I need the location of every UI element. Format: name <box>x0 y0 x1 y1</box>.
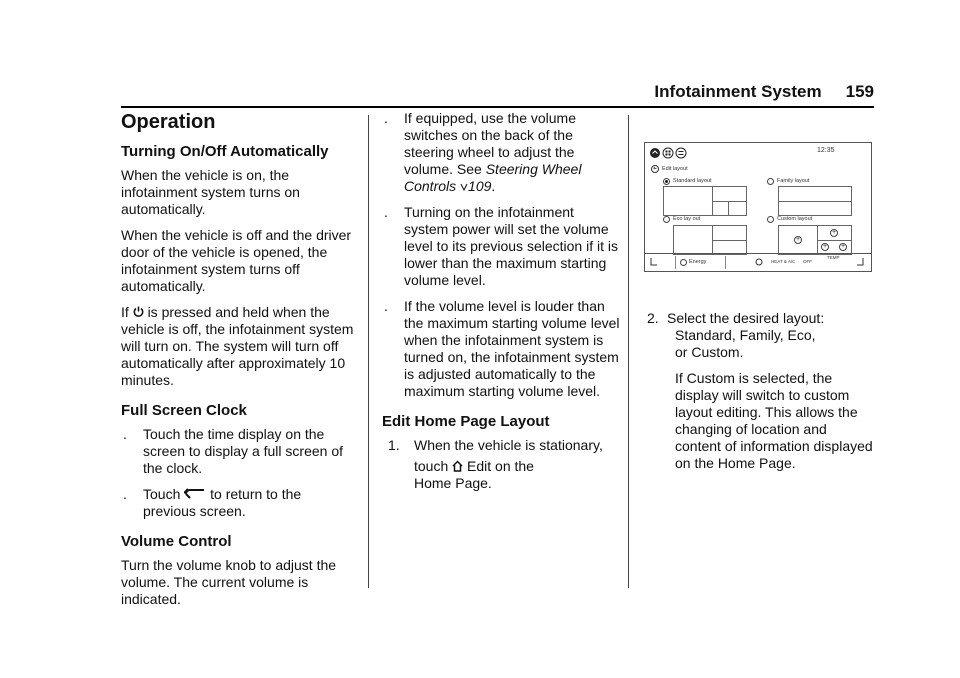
running-header <box>654 82 874 102</box>
heat-ac-label[interactable]: HEAT & A/C <box>771 259 796 264</box>
text: touch <box>414 458 449 474</box>
text: is pressed and held when the vehicle is off, the infotainment system will turn on. The system will turn off automatically after approximately 10 minutes. <box>121 304 354 388</box>
cross-reference: Steering Wheel Controls <box>404 161 582 194</box>
bullet-dot: . <box>384 110 388 126</box>
step-number: 1. <box>388 437 400 453</box>
text: Touch the time display on the screen to display a full screen of the clock. <box>143 426 343 476</box>
list-item <box>382 298 620 400</box>
eco-label: Eco lay out <box>673 216 701 222</box>
add-icon[interactable]: + <box>822 243 828 250</box>
off-label[interactable]: OFF <box>803 259 812 264</box>
step-2 <box>647 310 873 472</box>
clock-time[interactable]: 12:35 <box>817 147 835 154</box>
text: Edit on the <box>467 458 534 474</box>
list-item <box>382 204 620 289</box>
custom-preview[interactable] <box>778 225 852 255</box>
temp-label[interactable]: TEMP <box>827 255 840 260</box>
back-icon <box>184 488 206 500</box>
subheading-volume: Volume Control <box>121 533 232 550</box>
text: Turning on the infotainment system power will set the volume level to its previous selection if it is lower than the maximum starting volume level. <box>404 204 618 288</box>
back-icon[interactable] <box>651 165 659 173</box>
text: Standard, Family, Eco, <box>675 327 816 343</box>
middle-column <box>382 110 620 492</box>
edit-home-icon <box>452 460 463 472</box>
climate-bar <box>645 253 871 271</box>
text: Home Page. <box>414 475 492 491</box>
bullet-dot: . <box>384 204 388 220</box>
column-divider-2 <box>628 115 629 588</box>
paragraph: When the vehicle is on, the infotainment system turns on automatically. <box>121 167 300 217</box>
power-icon <box>133 306 144 318</box>
home-icon <box>650 148 660 158</box>
infotainment-screen <box>644 142 872 272</box>
eco-preview[interactable] <box>673 225 747 255</box>
add-icon[interactable]: + <box>840 243 846 250</box>
left-column <box>121 110 357 617</box>
status-icons <box>649 147 693 159</box>
fan-icon[interactable] <box>753 258 765 266</box>
text: Touch <box>143 486 181 502</box>
text: If <box>121 304 129 320</box>
text: to return to the previous screen. <box>143 486 302 519</box>
paragraph: Turn the volume knob to adjust the volume. The current volume is indicated. <box>121 557 337 607</box>
reference-page: 109 <box>468 178 492 194</box>
subheading-auto: Turning On/Off Automatically <box>121 143 329 160</box>
standard-radio[interactable] <box>663 178 670 185</box>
bullet-dot: . <box>384 298 388 314</box>
page-reference-icon <box>460 182 468 192</box>
text: When the vehicle is stationary, <box>414 437 603 453</box>
header-rule <box>121 106 874 108</box>
custom-label: Custom layout <box>777 216 813 222</box>
text-line <box>414 458 620 475</box>
seat-heat-icon[interactable] <box>855 257 865 267</box>
paragraph: When the vehicle is off and the driver door of the vehicle is opened, the infotainment system turns off automatically. <box>121 227 352 294</box>
energy-icon[interactable] <box>680 259 687 266</box>
step-1 <box>388 437 620 492</box>
eco-radio[interactable] <box>663 216 670 223</box>
subheading-clock: Full Screen Clock <box>121 402 247 419</box>
right-column <box>647 310 873 481</box>
section-heading: Operation <box>121 111 216 133</box>
text: Select the desired layout: <box>667 310 825 326</box>
subheading-edit: Edit Home Page Layout <box>382 413 550 430</box>
edit-layout-title: Edit layout <box>662 166 688 172</box>
section-title: Infotainment System <box>654 82 822 101</box>
list-item <box>121 486 357 520</box>
add-icon[interactable]: + <box>831 229 837 236</box>
text: If equipped, use the volume switches on the back of the steering wheel to adjust the volume. See <box>404 110 577 177</box>
page-number: 159 <box>845 82 874 101</box>
custom-radio[interactable] <box>767 216 774 223</box>
list-item <box>382 110 620 195</box>
paragraph: If Custom is selected, the display will switch to custom layout editing. This allows the changing of location and content of information displayed on the Home Page. <box>675 370 873 471</box>
list-item <box>121 426 357 477</box>
energy-label[interactable]: Energy <box>689 259 707 265</box>
standard-preview[interactable] <box>663 186 747 216</box>
family-preview[interactable] <box>778 186 852 216</box>
seat-heat-icon[interactable] <box>649 257 659 267</box>
family-label: Family layout <box>777 178 810 184</box>
bullet-dot: . <box>123 426 127 442</box>
column-divider-1 <box>368 115 369 588</box>
text: . <box>491 178 496 194</box>
bullet-dot: . <box>123 486 127 502</box>
add-icon[interactable]: + <box>795 236 801 243</box>
standard-label: Standard layout <box>673 178 712 184</box>
text: If the volume level is louder than the maximum starting volume level when the infotainment system is turned on, the infotainment system is adjusted automatically to the maximum starting volume level. <box>404 298 620 399</box>
step-number: 2. <box>647 310 659 326</box>
family-radio[interactable] <box>767 178 774 185</box>
paragraph <box>121 304 357 389</box>
text: or Custom. <box>675 344 744 360</box>
